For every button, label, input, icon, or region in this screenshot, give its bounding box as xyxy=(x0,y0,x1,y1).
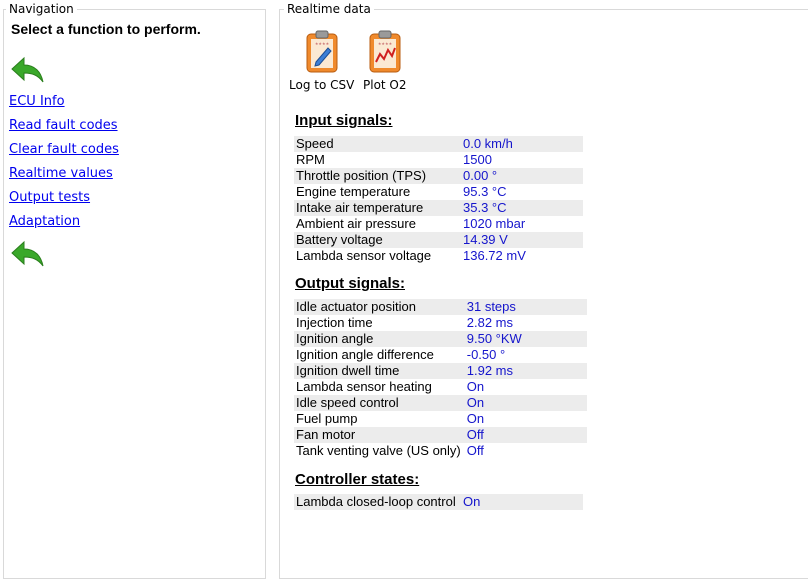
signal-name: Lambda sensor heating xyxy=(296,379,432,394)
signal-name: Fuel pump xyxy=(296,411,358,426)
signal-value: 136.72 mV xyxy=(463,248,526,263)
table-row xyxy=(294,395,587,411)
back-arrow-icon[interactable] xyxy=(10,56,46,84)
signal-value: Off xyxy=(463,427,587,443)
table-row xyxy=(294,347,587,363)
table-row xyxy=(294,443,587,459)
signal-name: Ignition dwell time xyxy=(294,363,463,379)
svg-text:★★★★: ★★★★ xyxy=(314,41,329,46)
log-to-csv-label: Log to CSV xyxy=(289,78,355,92)
signal-name: Ignition angle difference xyxy=(296,347,434,362)
nav-link-read-fault-codes[interactable]: Read fault codes xyxy=(9,118,118,133)
signal-value: On xyxy=(466,379,485,394)
table-row xyxy=(294,248,583,264)
table-row xyxy=(294,411,587,427)
table-row xyxy=(294,232,583,248)
signal-value: 1.92 ms xyxy=(463,363,587,379)
table-row xyxy=(294,494,583,510)
signal-name: Fan motor xyxy=(294,427,463,443)
output-signals-table xyxy=(294,299,587,459)
nav-heading: Select a function to perform. xyxy=(11,21,201,37)
signal-value: 1500 xyxy=(463,152,492,167)
table-row xyxy=(294,331,587,347)
signal-value: 0.0 km/h xyxy=(459,136,583,152)
signal-name: Battery voltage xyxy=(294,232,459,248)
signal-value: -0.50 ° xyxy=(466,347,506,362)
signal-value: On xyxy=(459,494,583,510)
plot-o2-label: Plot O2 xyxy=(363,78,407,92)
table-row xyxy=(294,299,587,315)
table-row xyxy=(294,427,587,443)
signal-value: 35.3 °C xyxy=(459,200,583,216)
signal-value: 95.3 °C xyxy=(463,184,507,199)
output-signals-title: Output signals: xyxy=(295,275,405,292)
table-row xyxy=(294,200,583,216)
nav-link-clear-fault-codes[interactable]: Clear fault codes xyxy=(9,142,119,157)
nav-link-adaptation[interactable]: Adaptation xyxy=(9,214,81,229)
signal-name: Lambda closed-loop control xyxy=(294,494,459,510)
back-arrow-icon[interactable] xyxy=(10,240,46,268)
clipboard-pen-icon xyxy=(304,30,340,74)
nav-link-ecu-info[interactable]: ECU Info xyxy=(9,94,65,109)
clipboard-chart-icon xyxy=(367,30,403,74)
signal-name: Engine temperature xyxy=(296,184,411,199)
signal-name: Tank venting valve (US only) xyxy=(296,443,461,458)
signal-value: 2.82 ms xyxy=(466,315,513,330)
table-row xyxy=(294,363,587,379)
realtime-legend: Realtime data xyxy=(284,1,374,17)
realtime-panel xyxy=(279,2,808,579)
nav-link-output-tests[interactable]: Output tests xyxy=(9,190,91,205)
signal-name: Speed xyxy=(294,136,459,152)
input-signals-table xyxy=(294,136,583,264)
signal-name: Idle speed control xyxy=(294,395,463,411)
signal-name: Throttle position (TPS) xyxy=(294,168,459,184)
signal-name: Intake air temperature xyxy=(294,200,459,216)
signal-name: Ambient air pressure xyxy=(296,216,416,231)
log-to-csv-button[interactable] xyxy=(289,30,354,92)
table-row xyxy=(294,184,583,200)
signal-name: Injection time xyxy=(296,315,373,330)
signal-name: Ignition angle xyxy=(294,331,463,347)
table-row xyxy=(294,136,583,152)
signal-name: Lambda sensor voltage xyxy=(296,248,432,263)
signal-value: 9.50 °KW xyxy=(463,331,587,347)
input-signals-title: Input signals: xyxy=(295,112,393,129)
signal-value: 31 steps xyxy=(463,299,587,315)
navigation-legend: Navigation xyxy=(6,1,77,17)
table-row xyxy=(294,379,587,395)
signal-value: Off xyxy=(466,443,484,458)
svg-text:★★★★: ★★★★ xyxy=(377,41,392,46)
signal-value: On xyxy=(463,395,587,411)
signal-value: 0.00 ° xyxy=(459,168,583,184)
signal-value: 14.39 V xyxy=(459,232,583,248)
table-row xyxy=(294,216,583,232)
nav-link-realtime-values[interactable]: Realtime values xyxy=(9,166,113,181)
signal-value: On xyxy=(466,411,485,426)
signal-value: 1020 mbar xyxy=(463,216,526,231)
plot-o2-button[interactable] xyxy=(363,30,407,92)
table-row xyxy=(294,152,583,168)
table-row xyxy=(294,315,587,331)
controller-states-title: Controller states: xyxy=(295,471,420,488)
controller-states-table xyxy=(294,494,583,510)
table-row xyxy=(294,168,583,184)
signal-name: Idle actuator position xyxy=(294,299,463,315)
signal-name: RPM xyxy=(296,152,325,167)
